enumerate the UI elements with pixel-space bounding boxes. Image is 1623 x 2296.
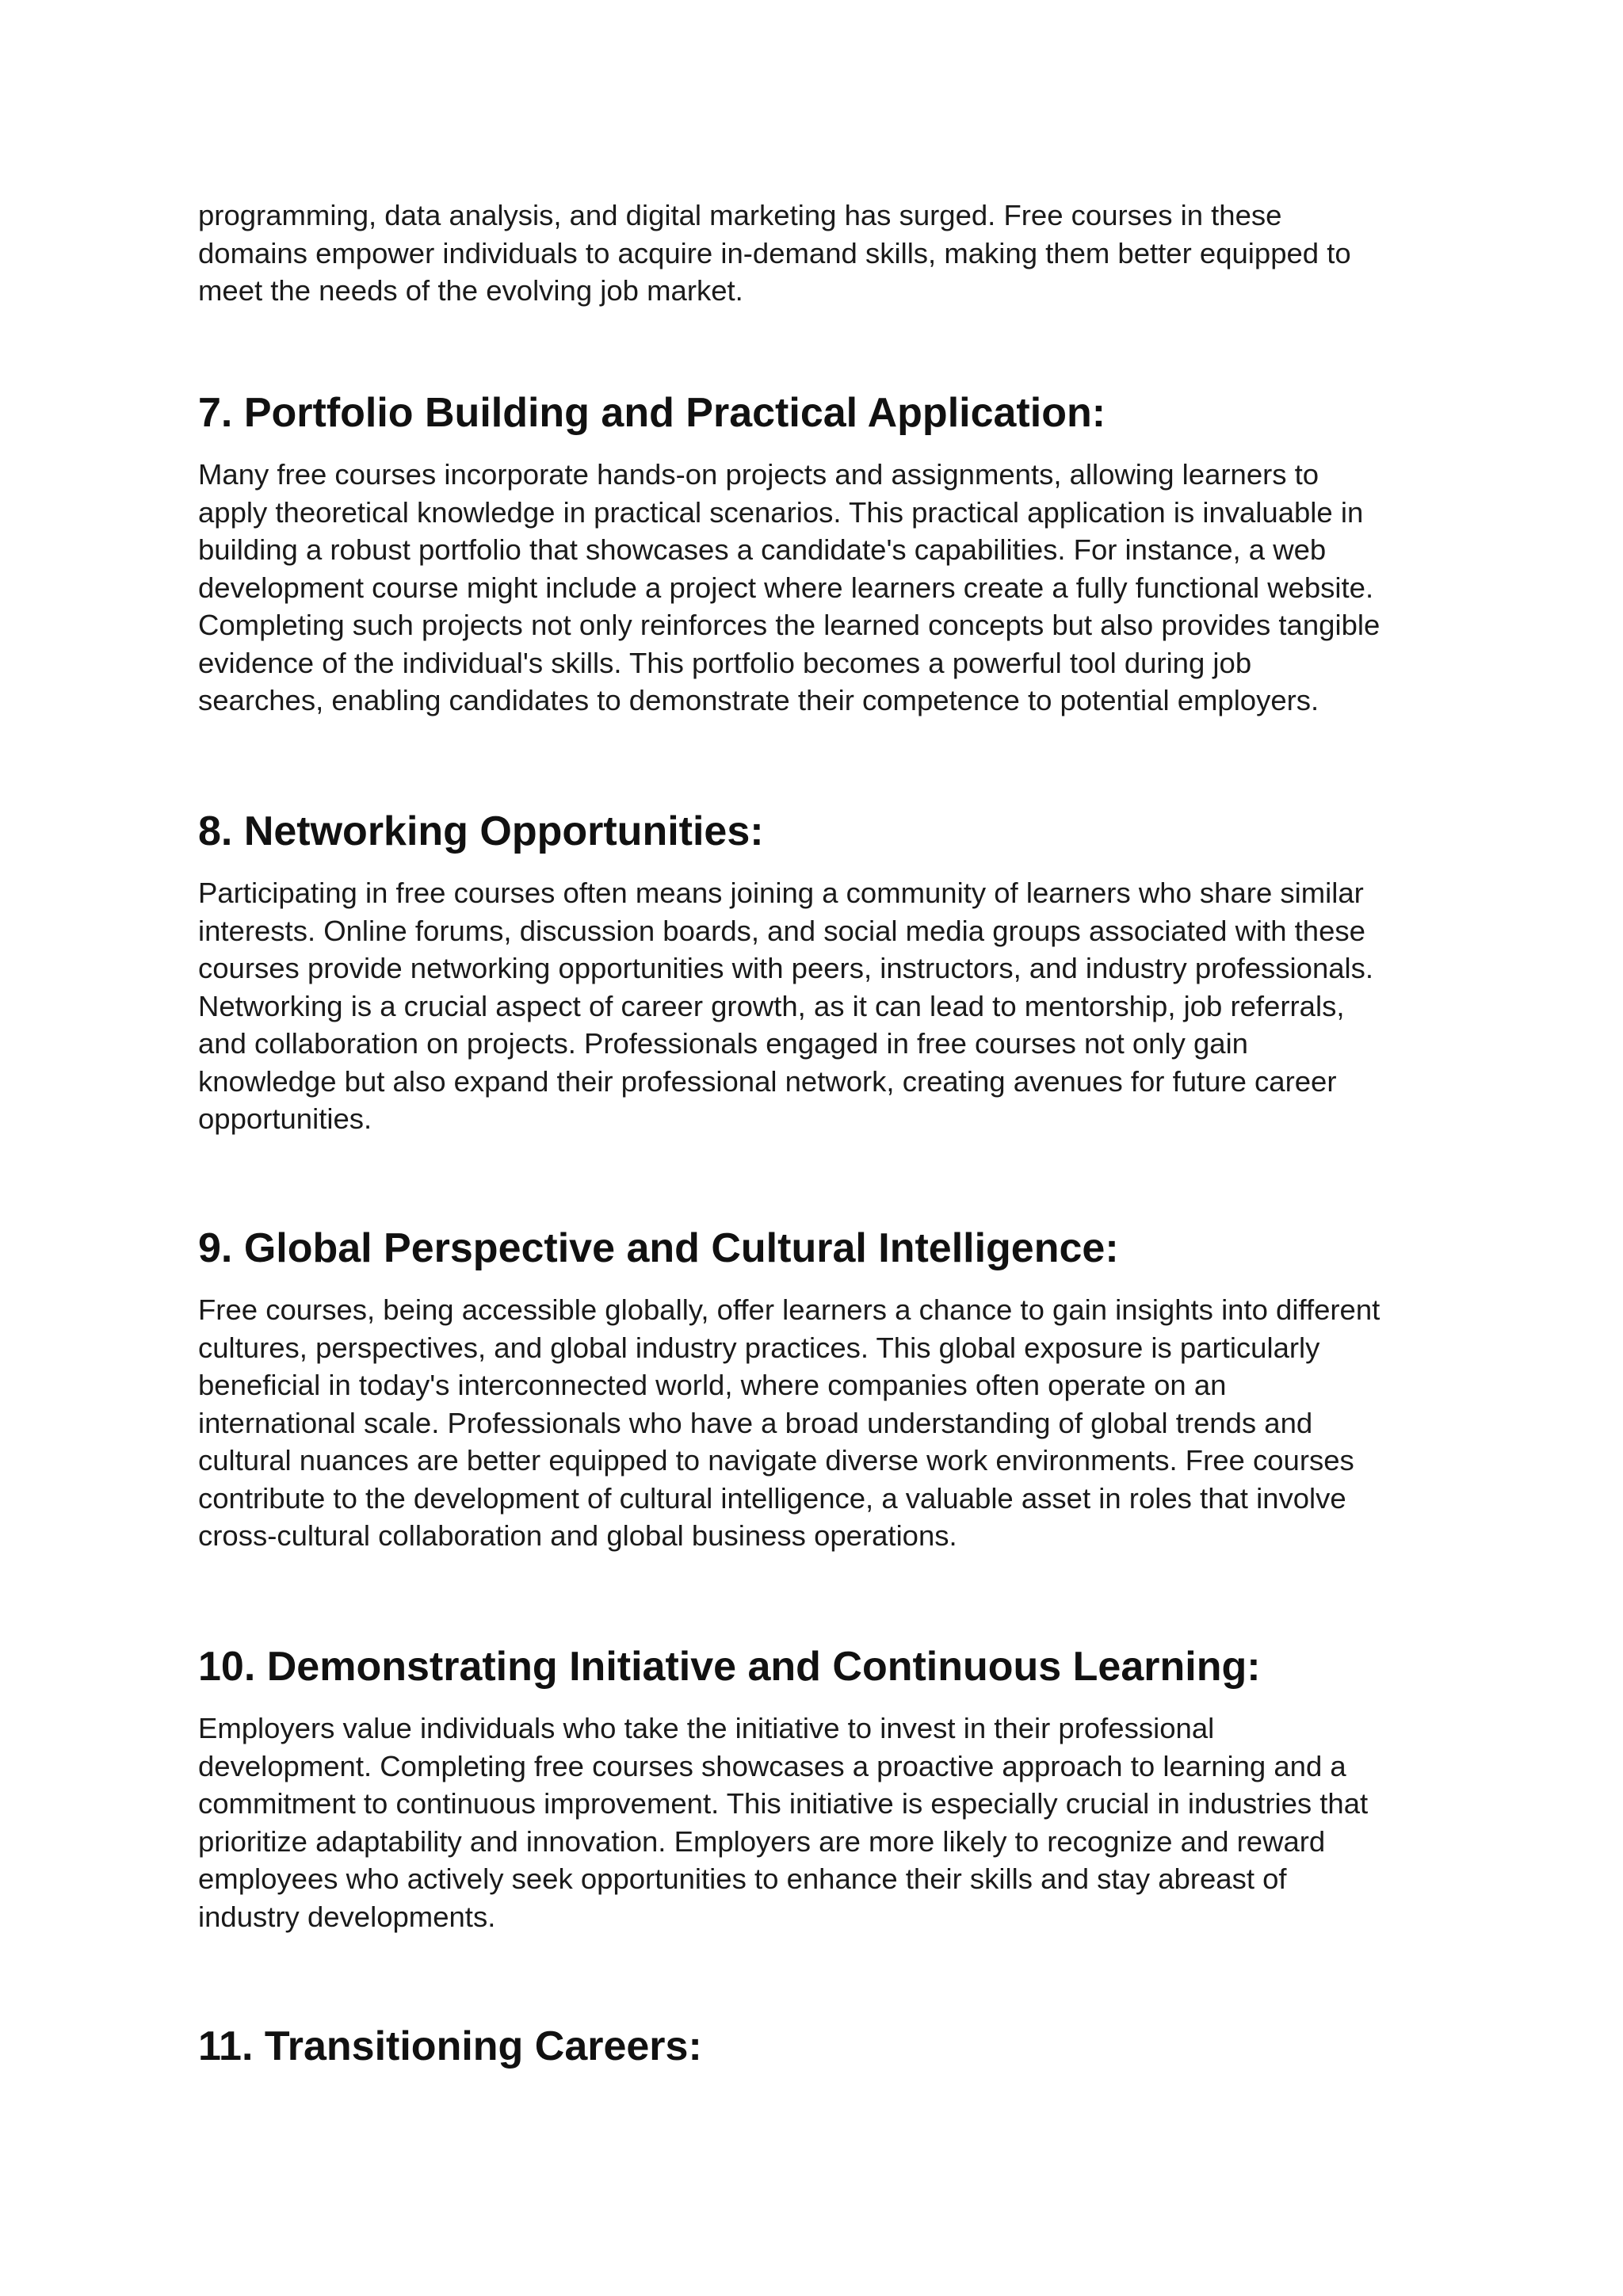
text-line: international scale. Professionals who have a broad understanding of global trends and <box>198 1406 1313 1439</box>
section-demonstrating-initiative <box>198 1643 1368 1935</box>
text-line: Employers value individuals who take the initiative to invest in their professional <box>198 1712 1215 1744</box>
section-transitioning-careers <box>198 2023 702 2070</box>
section-portfolio-building <box>198 389 1380 720</box>
section-paragraph <box>198 1710 1368 1935</box>
text-line: contribute to the development of cultural intelligence, a valuable asset in roles that involve <box>198 1481 1346 1515</box>
text-line: cross-cultural collaboration and global business operations. <box>198 1519 957 1552</box>
text-line: interests. Online forums, discussion boards, and social media groups associated with these <box>198 914 1365 947</box>
text-line: prioritize adaptability and innovation. Employers are more likely to recognize and reward <box>198 1824 1326 1858</box>
text-line: opportunities. <box>198 1102 372 1135</box>
text-line: Completing such projects not only reinforces the learned concepts but also provides tangible <box>198 609 1381 641</box>
text-line: beneficial in today's interconnected world, where companies often operate on an <box>198 1369 1227 1401</box>
section-networking-opportunities <box>198 808 1373 1138</box>
text-line: employees who actively seek opportunities to enhance their skills and stay abreast of <box>198 1862 1287 1895</box>
section-heading: 7. Portfolio Building and Practical Application: <box>198 390 1106 436</box>
text-line: searches, enabling candidates to demonstrate their competence to potential employers. <box>198 684 1319 716</box>
text-line: Participating in free courses often means joining a community of learners who share similar <box>198 877 1364 909</box>
text-line: meet the needs of the evolving job market. <box>198 274 743 307</box>
text-line: building a robust portfolio that showcases a candidate's capabilities. For instance, a web <box>198 533 1327 566</box>
intro-paragraph <box>198 197 1351 310</box>
text-line: apply theoretical knowledge in practical scenarios. This practical application is invaluable in <box>198 495 1364 529</box>
section-paragraph <box>198 874 1373 1138</box>
text-line: commitment to continuous improvement. This initiative is especially crucial in industries that <box>198 1787 1369 1820</box>
text-line: development course might include a project where learners create a fully functional website. <box>198 571 1374 604</box>
text-line: Many free courses incorporate hands-on projects and assignments, allowing learners to <box>198 458 1319 491</box>
text-line: and collaboration on projects. Professionals engaged in free courses not only gain <box>198 1027 1248 1060</box>
section-paragraph <box>198 1291 1380 1555</box>
section-heading: 9. Global Perspective and Cultural Intelligence: <box>198 1225 1119 1271</box>
section-paragraph <box>198 456 1380 720</box>
text-line: cultural nuances are better equipped to navigate diverse work environments. Free courses <box>198 1444 1354 1477</box>
section-heading: 10. Demonstrating Initiative and Continuous Learning: <box>198 1644 1261 1690</box>
text-line: domains empower individuals to acquire in-demand skills, making them better equipped to <box>198 236 1351 269</box>
text-line: knowledge but also expand their professional network, creating avenues for future career <box>198 1064 1337 1098</box>
text-line: industry developments. <box>198 1900 496 1933</box>
section-heading: 11. Transitioning Careers: <box>198 2023 702 2069</box>
intro-paragraph-block <box>198 197 1351 310</box>
text-line: programming, data analysis, and digital marketing has surged. Free courses in these <box>198 199 1282 231</box>
section-heading: 8. Networking Opportunities: <box>198 808 764 854</box>
text-line: courses provide networking opportunities with peers, instructors, and industry professionals. <box>198 952 1374 984</box>
text-line: Free courses, being accessible globally, offer learners a chance to gain insights into different <box>198 1293 1381 1326</box>
text-line: Networking is a crucial aspect of career growth, as it can lead to mentorship, job referrals, <box>198 989 1345 1022</box>
section-global-perspective <box>198 1224 1380 1555</box>
text-line: cultures, perspectives, and global industry practices. This global exposure is particularly <box>198 1331 1320 1364</box>
text-line: evidence of the individual's skills. This portfolio becomes a powerful tool during job <box>198 646 1252 679</box>
text-line: development. Completing free courses showcases a proactive approach to learning and a <box>198 1749 1346 1782</box>
